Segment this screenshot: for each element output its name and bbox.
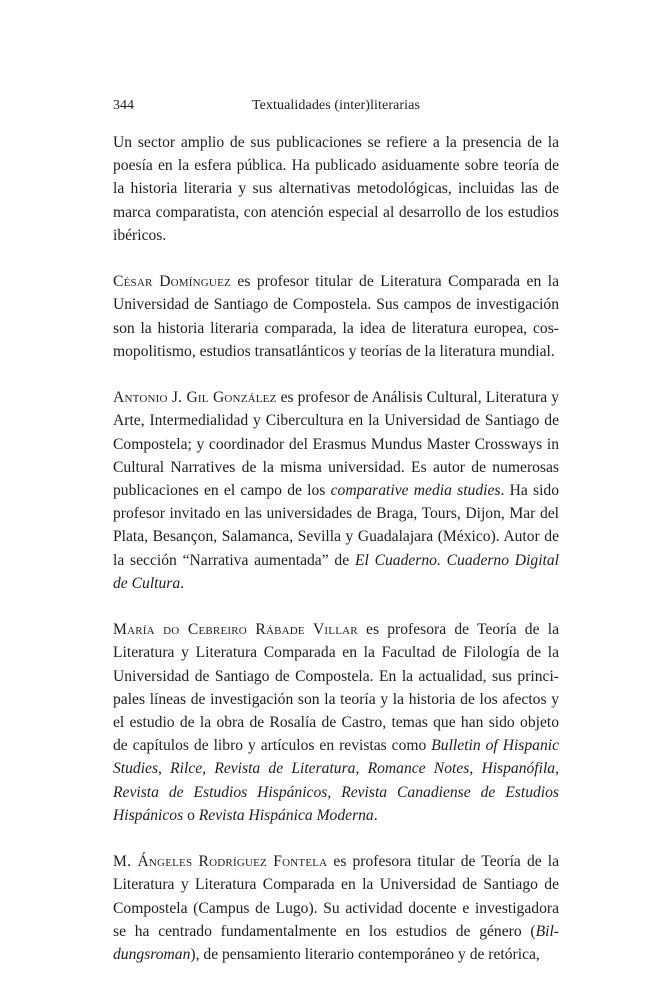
paragraph-intro: Un sector amplio de sus publicaciones se refiere a la presencia de la poesía en la esfera pública. Ha publicado asiduamente sobre teoría de la historia literaria y sus alternativas metodológicas, incluidas las de marca comparatista, con atención especial al desarrollo de los estudios ibéricos. xyxy=(113,134,559,244)
author-name: María do Cebreiro Rábade Villar xyxy=(113,621,358,639)
author-name: Antonio J. Gil González xyxy=(113,389,277,407)
bio-angeles-rodriguez: M. Ángeles Rodríguez Fontela es profesora titular de Teoría de la Literatura y Literatura Comparada en la Universidad de Santiago de Compostela (Campus de Lugo). Su actividad docente e investigadora se ha centrado fundamentalmente en los estudios de género (Bildungsroman), de pensamiento literario contemporáneo y de retórica, xyxy=(113,853,559,964)
page-body xyxy=(113,131,559,989)
bio-maria-do-cebreiro: María do Cebreiro Rábade Villar es profesora de Teoría de la Literatura y Literatura Comparada en la Facultad de Filología de la Universidad de Santiago de Compostela. En la actualidad, sus principales líneas de investigación son la teoría y la historia de los afectos y el estudio de la obra de Rosalía de Castro, temas que han sido objeto de capítulos de libro y artículos en revistas como Bulletin of Hispanic Studies, Rilce, Revista de Literatura, Romance Notes, Hispanófila, Revista de Estudios Hispánicos, Revista Canadiense de Estudios Hispánicos o Revista Hispánica Moderna. xyxy=(113,621,559,824)
running-title: Textualidades (inter)literarias xyxy=(251,98,421,113)
page-number: 344 xyxy=(113,98,134,113)
bio-cesar-dominguez: César Domínguez es profesor titular de Literatura Comparada en la Universidad de Santiago de Compostela. Sus campos de investigación son la historia literaria comparada, la idea de literatura europea, cosmopolitismo, estudios transatlánticos y teorías de la literatura mundial. xyxy=(113,273,559,360)
author-name: M. Ángeles Rodríguez Fontela xyxy=(113,853,328,871)
bio-antonio-gil: Antonio J. Gil González es profesor de Análisis Cultural, Literatura y Arte, Intermedialidad y Cibercultura en la Universidad de Santiago de Compostela; y coordinador del Erasmus Mundus Master Crossways in Cultural Narratives de la misma universidad. Es autor de numerosas publicaciones en el campo de los comparative media studies. Ha sido profesor invitado en las universidades de Braga, Tours, Dijon, Mar del Plata, Besançon, Salamanca, Sevilla y Guadalajara (México). Autor de la sección “Narrativa aumentada” de El Cuaderno. Cuaderno Digital de Cultura. xyxy=(113,389,559,592)
author-name: César Domínguez xyxy=(113,273,231,291)
page-header xyxy=(113,94,559,118)
